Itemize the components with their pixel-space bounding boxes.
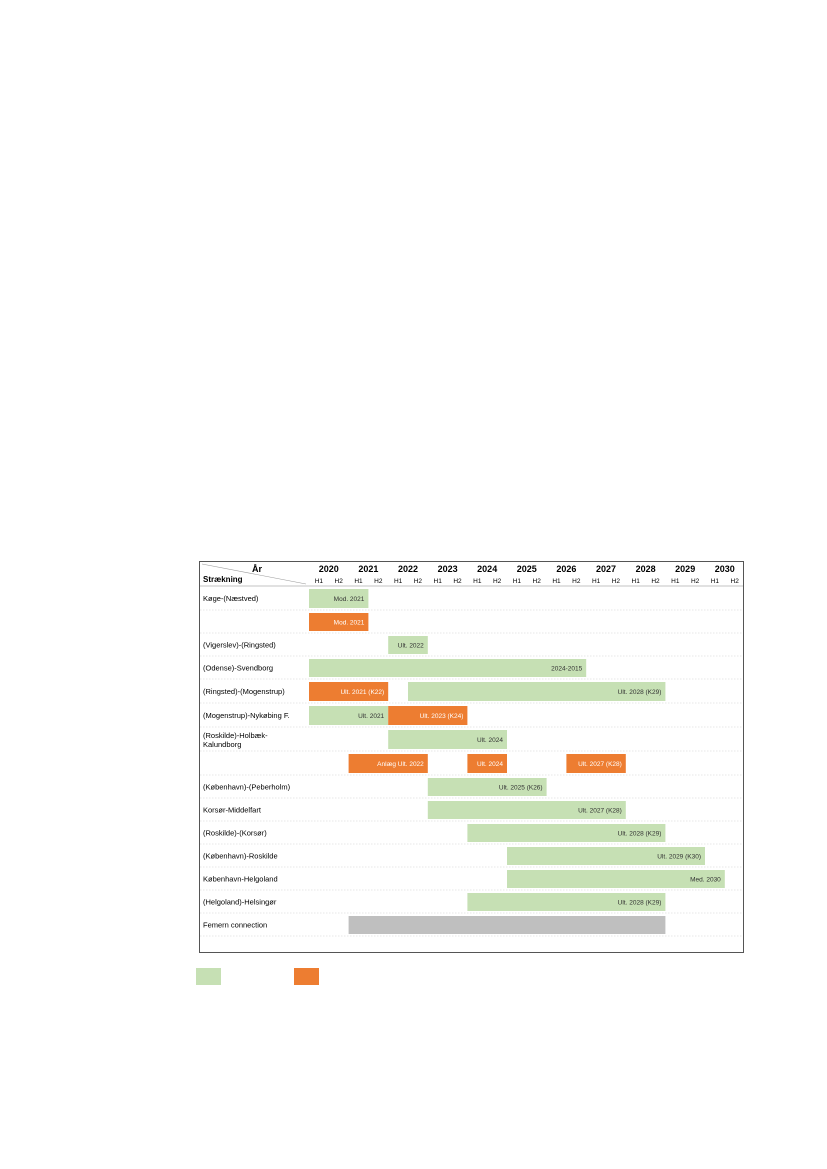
half-label: H1	[631, 578, 640, 585]
legend-swatch-orange	[294, 968, 319, 985]
half-label: H2	[374, 578, 383, 585]
row-label: (Helgoland)-Helsingør	[203, 897, 277, 907]
half-label: H2	[532, 578, 541, 585]
row-label: (Roskilde)-(Korsør)	[203, 828, 267, 838]
corner-label-section: Strækning	[203, 575, 243, 584]
half-label: H2	[611, 578, 621, 585]
bar-label: Ult. 2022	[397, 642, 424, 650]
row-label: (Mogenstrup)-Nykøbing F.	[203, 711, 290, 720]
gantt-bar	[349, 916, 666, 934]
year-label: 2026	[556, 564, 577, 574]
bar-label: Ult. 2021	[358, 713, 385, 720]
row-label: Femern connection	[203, 920, 268, 930]
year-label: 2027	[595, 564, 617, 574]
bar-label: Med. 2030	[690, 876, 721, 884]
bar-label: Ult. 2024	[476, 737, 503, 744]
bar-label: Ult. 2025 (K26)	[498, 784, 543, 792]
half-label: H1	[354, 578, 363, 585]
row-label: (København)-Roskilde	[203, 851, 278, 861]
half-label: H2	[453, 578, 462, 585]
half-label: H2	[730, 578, 739, 585]
row-label: (Odense)-Svendborg	[203, 663, 274, 673]
year-label: 2029	[675, 564, 696, 574]
row-label: København-Helgoland	[203, 874, 278, 884]
half-label: H1	[473, 578, 482, 585]
bar-label: Ult. 2023 (K24)	[419, 713, 464, 720]
half-label: H1	[591, 578, 601, 585]
gantt-bar	[309, 659, 586, 677]
year-label: 2021	[358, 564, 379, 574]
bar-label: Ult. 2021 (K22)	[340, 689, 385, 696]
bar-label: Ult. 2027 (K28)	[578, 807, 622, 815]
row-label: (Ringsted)-(Mogenstrup)	[203, 687, 285, 696]
row-label: (København)-(Peberholm)	[203, 782, 291, 792]
year-label: 2028	[635, 564, 656, 574]
half-label: H1	[512, 578, 522, 585]
half-label: H1	[710, 578, 720, 585]
half-label: H1	[671, 578, 680, 585]
bar-label: Ult. 2024	[476, 761, 503, 768]
year-label: 2030	[714, 564, 735, 574]
half-label: H2	[572, 578, 581, 585]
year-label: 2025	[516, 564, 537, 574]
bar-label: Ult. 2029 (K30)	[657, 853, 701, 861]
row-label: (Vigerslev)-(Ringsted)	[203, 640, 276, 650]
year-label: 2024	[477, 564, 498, 574]
half-label: H1	[314, 578, 324, 585]
row-label: (Roskilde)-Holbæk-	[203, 731, 268, 740]
half-label: H1	[433, 578, 442, 585]
half-label: H2	[651, 578, 660, 585]
row-label: Kalundborg	[203, 740, 242, 749]
row-label: Køge-(Næstved)	[203, 594, 259, 603]
gantt-chart	[199, 561, 744, 953]
half-label: H1	[393, 578, 403, 585]
year-label: 2023	[437, 564, 458, 574]
bar-label: Mod. 2021	[333, 596, 365, 603]
year-label: 2020	[318, 564, 339, 574]
half-label: H1	[552, 578, 561, 585]
half-label: H2	[492, 578, 502, 585]
row-label: Korsør-Middelfart	[203, 805, 261, 815]
bar-label: Ult. 2028 (K29)	[617, 830, 662, 838]
bar-label: Ult. 2028 (K29)	[617, 899, 662, 907]
bar-label: Ult. 2027 (K28)	[578, 761, 622, 768]
bar-label: 2024-2015	[551, 665, 583, 673]
legend-swatch-green	[196, 968, 221, 985]
half-label: H2	[413, 578, 423, 585]
half-label: H2	[334, 578, 343, 585]
bar-label: Mod. 2021	[333, 619, 365, 627]
half-label: H2	[690, 578, 700, 585]
corner-label-year: År	[252, 564, 263, 574]
bar-label: Anlæg Ult. 2022	[377, 761, 424, 768]
bar-label: Ult. 2028 (K29)	[617, 689, 662, 696]
year-label: 2022	[397, 564, 419, 574]
gantt-chart-svg	[200, 562, 743, 952]
